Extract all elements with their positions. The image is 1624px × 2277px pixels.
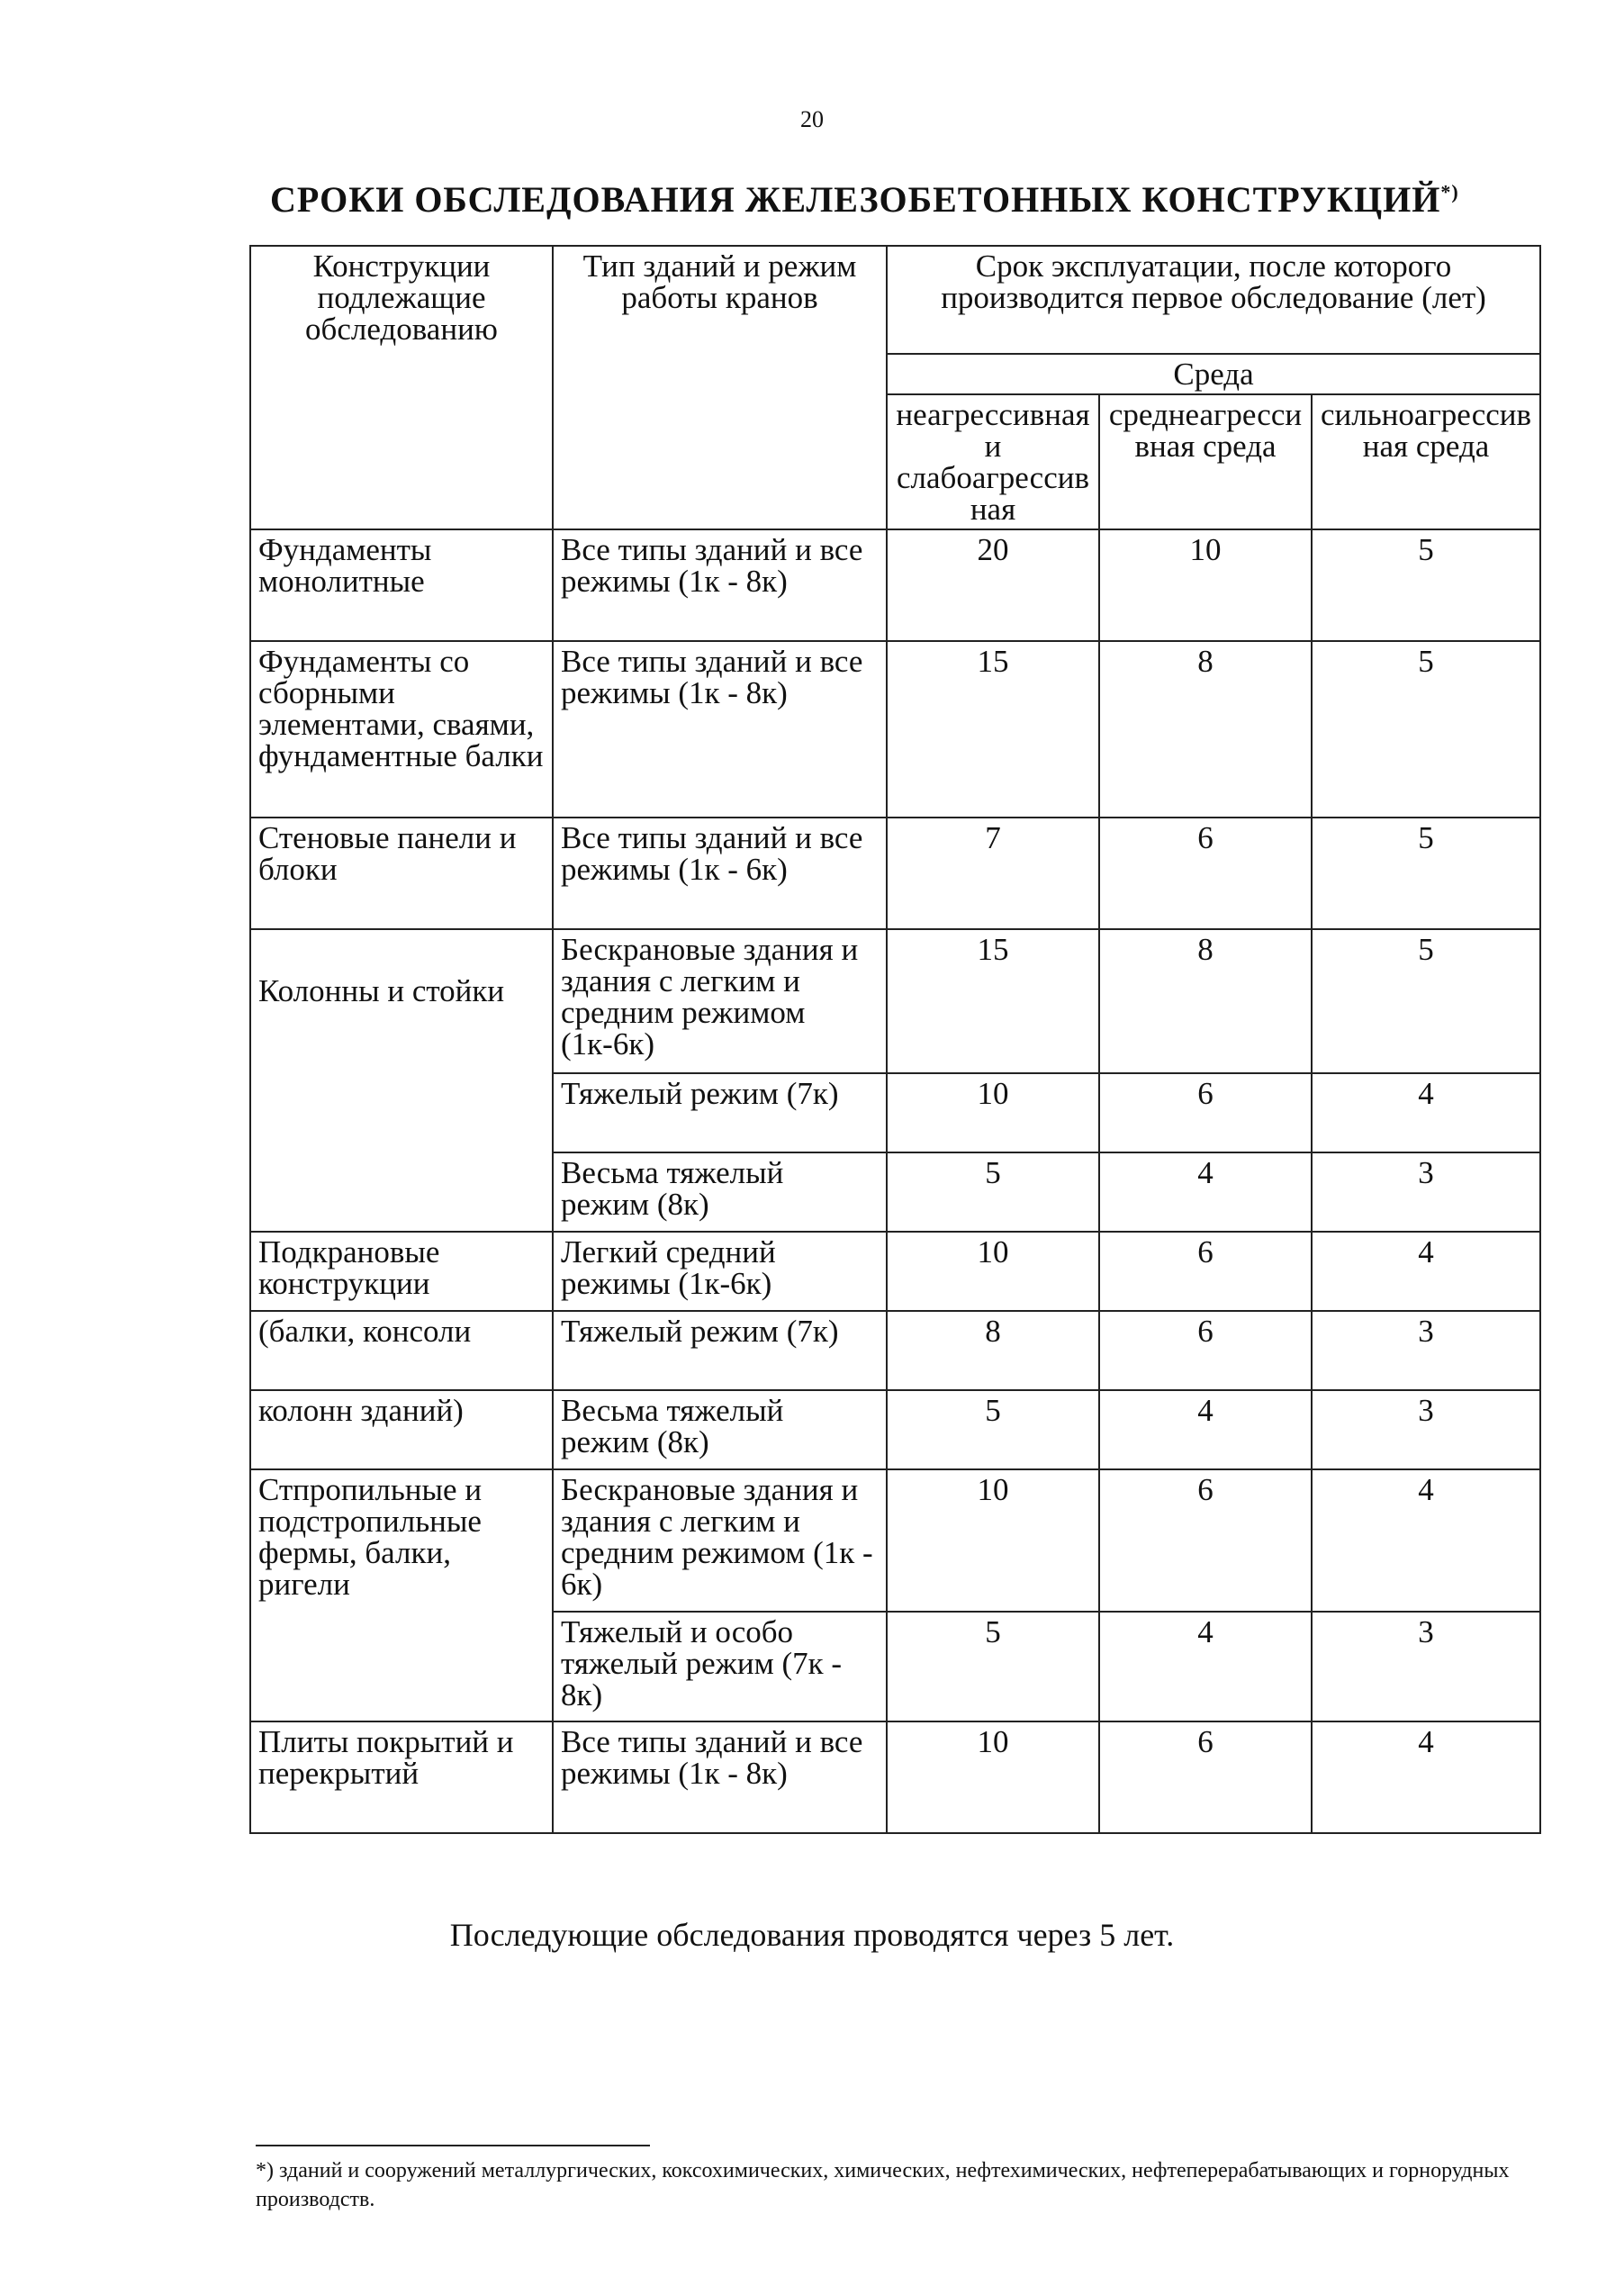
row-building-type: Легкий средний режимы (1к-6к) — [553, 1232, 887, 1311]
follow-up-note: Последующие обследования проводятся через 5 лет. — [449, 1917, 1175, 1953]
value-medium: 8 — [1099, 641, 1312, 818]
value-non-aggressive: 5 — [887, 1612, 1099, 1721]
document-title — [270, 178, 1530, 221]
value-medium: 6 — [1099, 1469, 1312, 1612]
footnote: *) зданий и сооружений металлургических, коксохимических, химических, нефтехимических, нефтеперерабатывающих и горнорудных производств. — [256, 2159, 1510, 2212]
row-construction: Стпропильные и подстропильные фермы, балки, ригели — [250, 1469, 553, 1721]
row-building-type: Тяжелый режим (7к) — [553, 1073, 887, 1152]
value-non-aggressive: 10 — [887, 1721, 1099, 1833]
value-medium: 6 — [1099, 818, 1312, 929]
row-building-type: Все типы зданий и все режимы (1к - 8к) — [553, 641, 887, 818]
row-building-type: Бескрановые здания и здания с легким и средним режимом (1к - 6к) — [553, 1469, 887, 1612]
value-strong: 3 — [1312, 1311, 1540, 1390]
value-non-aggressive: 15 — [887, 641, 1099, 818]
value-non-aggressive: 10 — [887, 1232, 1099, 1311]
row-construction: Фундаменты со сборными элементами, сваями, фундаментные балки — [250, 641, 553, 818]
value-strong: 4 — [1312, 1073, 1540, 1152]
value-non-aggressive: 20 — [887, 529, 1099, 641]
value-strong: 4 — [1312, 1721, 1540, 1833]
footnote-divider — [256, 2145, 650, 2146]
row-construction: (балки, консоли — [250, 1311, 553, 1390]
header-term: Срок эксплуатации, после которого производится первое обследование (лет) — [887, 246, 1540, 354]
value-medium: 6 — [1099, 1232, 1312, 1311]
row-building-type: Тяжелый режим (7к) — [553, 1311, 887, 1390]
header-constructions: Конструкции подлежащие обследованию — [250, 246, 553, 529]
value-medium: 8 — [1099, 929, 1312, 1073]
row-building-type: Весьма тяжелый режим (8к) — [553, 1152, 887, 1232]
value-strong: 5 — [1312, 529, 1540, 641]
table-row — [250, 641, 1540, 818]
value-strong: 5 — [1312, 641, 1540, 818]
value-strong: 5 — [1312, 929, 1540, 1073]
row-building-type: Тяжелый и особо тяжелый режим (7к - 8к) — [553, 1612, 887, 1721]
row-construction: Подкрановые конструкции — [250, 1232, 553, 1311]
value-strong: 3 — [1312, 1152, 1540, 1232]
table-row — [250, 1311, 1540, 1390]
value-medium: 6 — [1099, 1073, 1312, 1152]
table-row — [250, 529, 1540, 641]
row-building-type: Весьма тяжелый режим (8к) — [553, 1390, 887, 1469]
value-medium: 4 — [1099, 1390, 1312, 1469]
row-building-type: Все типы зданий и все режимы (1к - 8к) — [553, 529, 887, 641]
title-footnote-marker: *) — [1440, 180, 1459, 203]
header-env-medium: среднеагрессивная среда — [1099, 394, 1312, 529]
value-strong: 3 — [1312, 1612, 1540, 1721]
page-number: 20 — [800, 106, 824, 132]
value-medium: 4 — [1099, 1152, 1312, 1232]
value-non-aggressive: 15 — [887, 929, 1099, 1073]
row-construction: Фундаменты монолитные — [250, 529, 553, 641]
value-medium: 6 — [1099, 1311, 1312, 1390]
survey-terms-table — [249, 245, 1541, 1834]
value-strong: 3 — [1312, 1390, 1540, 1469]
header-building-type: Тип зданий и режим работы кранов — [553, 246, 887, 529]
table-row — [250, 818, 1540, 929]
value-strong: 4 — [1312, 1232, 1540, 1311]
value-non-aggressive: 5 — [887, 1390, 1099, 1469]
header-env-non-aggressive: неагрессивная и слабоагрессивная — [887, 394, 1099, 529]
table-row — [250, 929, 1540, 1073]
row-construction: Колонны и стойки — [250, 929, 553, 1232]
header-environment: Среда — [887, 354, 1540, 394]
row-construction: Плиты покрытий и перекрытий — [250, 1721, 553, 1833]
value-non-aggressive: 10 — [887, 1469, 1099, 1612]
table-row — [250, 1469, 1540, 1612]
value-non-aggressive: 5 — [887, 1152, 1099, 1232]
row-building-type: Все типы зданий и все режимы (1к - 6к) — [553, 818, 887, 929]
row-building-type: Бескрановые здания и здания с легким и средним режимом (1к-6к) — [553, 929, 887, 1073]
value-strong: 4 — [1312, 1469, 1540, 1612]
value-non-aggressive: 7 — [887, 818, 1099, 929]
value-non-aggressive: 8 — [887, 1311, 1099, 1390]
title-text: СРОКИ ОБСЛЕДОВАНИЯ ЖЕЛЕЗОБЕТОННЫХ КОНСТРУКЦИЙ — [270, 179, 1441, 220]
table-row — [250, 1390, 1540, 1469]
value-non-aggressive: 10 — [887, 1073, 1099, 1152]
value-medium: 4 — [1099, 1612, 1312, 1721]
value-medium: 10 — [1099, 529, 1312, 641]
table-row — [250, 1721, 1540, 1833]
row-building-type: Все типы зданий и все режимы (1к - 8к) — [553, 1721, 887, 1833]
value-medium: 6 — [1099, 1721, 1312, 1833]
row-construction: колонн зданий) — [250, 1390, 553, 1469]
header-env-strong: сильноагрессивная среда — [1312, 394, 1540, 529]
value-strong: 5 — [1312, 818, 1540, 929]
row-construction: Стеновые панели и блоки — [250, 818, 553, 929]
table-row — [250, 1232, 1540, 1311]
